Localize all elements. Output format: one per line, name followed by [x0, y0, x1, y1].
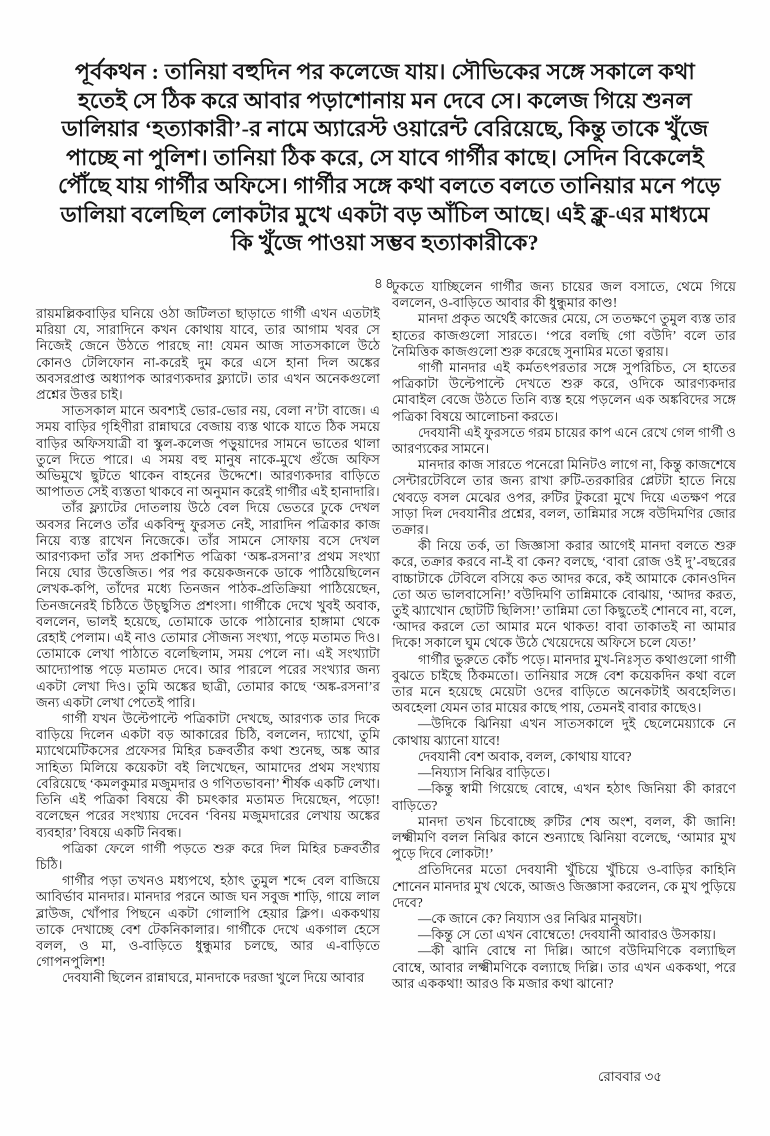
paragraph: গার্গী মানদার এই কর্মতৎপরতার সঙ্গে সুপরিচিত, সে হাতের পত্রিকাটা উল্টেপাল্টে দেখতে শুরু করে, ওদিকে আরণ্যকদার মোবাইল বেজে উঠতে তিনি ব্যস্ত হয়ে পড়লেন এক অঙ্কবিদের সঙ্গে পত্রিকা বিষয়ে আলোচনা করতে।	[392, 360, 736, 424]
paragraph: গার্গীর পড়া তখনও মধ্যপথে, হঠাৎ তুমুল শব্দে বেল বাজিয়ে আবির্ভাব মানদার। মানদার পরনে আজ ঘন সবুজ শাড়ি, গায়ে লাল ব্লাউজ, খোঁপার পিছনে একটা গোলাপি হেয়ার ক্লিপ। এককথায় তাকে দেখাচ্ছে বেশ টেকনিকালার। গার্গীকে দেখে একগাল হেসে বলল, ও মা, ও-বাড়িতে ধুন্ধুমার চলছে, আর এ-বাড়িতে গোপনপুলিশ!	[36, 873, 380, 970]
intro-line: কি খুঁজে পাওয়া সম্ভব হত্যাকারীকে?	[231, 230, 539, 255]
paragraph: তাঁর ফ্ল্যাটের দোতলায় উঠে বেল দিয়ে ভেতরে ঢুকে দেখল অবসর নিলেও তাঁর একবিন্দু ফুরসত নেই, সারাদিন পত্রিকার কাজ নিয়ে ব্যস্ত রাখেন নিজেকে। তাঁর সামনে সোফায় বসে দেখল আরণ্যকদা তাঁর সদ্য প্রকাশিত পত্রিকা ‘অঙ্ক-রসনা’র প্রথম সংখ্যা নিয়ে ঘোর উত্তেজিত। পর পর কয়েকজনকে ডাকে পাঠিয়েছিলেন লেখক-কপি, তাঁদের মধ্যে তিনজন পাঠক-প্রতিক্রিয়া পাঠিয়েছেন, তিনজনেরই চিঠিতে উচ্ছ্বসিত প্রশংসা। গার্গীকে দেখে খুবই অবাক, বললেন, ভালই হয়েছে, তোমাকে ডাকে পাঠানোর হাঙ্গামা থেকে রেহাই পেলাম। এই নাও তোমার সৌজন্য সংখ্যা, পড়ে মতামত দিও। তোমাকে লেখা পাঠাতে বলেছিলাম, সময় পেলে না। এই সংখ্যাটা আদ্যোপান্ত পড়ে মতামত দেবে। আর পারলে পরের সংখ্যার জন্য একটা লেখা দিও। তুমি অঙ্কের ছাত্রী, তোমার কাছে ‘অঙ্ক-রসনা’র জন্য একটা লেখা পেতেই পারি।	[36, 500, 380, 710]
paragraph: কী নিয়ে তর্ক, তা জিজ্ঞাসা করার আগেই মানদা বলতে শুরু করে, তক্রার করবে না-ই বা কেন? বলছে, ‘বাবা রোজ ওই দু’-বছরের বাচ্চাটাকে টেবিলে বসিয়ে কত আদর করে, কই আমাকে কোনওদিন তো অত ভালবাসেনি!’ বউদিমণি তান্নিমাকে বোঝায়, ‘আদর করত, তুই ঝ্যাখোন ছোটটি ছিলিস!’ তান্নিমা তো কিছুতেই শোনবে না, বলে, ‘আদর করলে তো আমার মনে থাকত! বাবা তাকাতই না আমার দিকে! সকালে ঘুম থেকে উঠে খেয়েদেয়ে অফিসে চলে যেত!’	[392, 538, 736, 651]
paragraph: —কিন্তু স্বামী গিয়েছে বোম্বে, এখন হঠাৎ জিনিয়া কী কারণে বাড়িতে?	[392, 781, 736, 813]
intro-line: পাচ্ছে না পুলিশ। তানিয়া ঠিক করে, সে যাবে গার্গীর কাছে। সেদিন বিকেলেই	[66, 144, 704, 170]
text-column-right	[392, 279, 736, 1069]
paragraph: ঢুকতে যাচ্ছিলেন গার্গীর জন্য চায়ের জল বসাতে, থেমে গিয়ে বললেন, ও-বাড়িতে আবার কী ধুন্ধুমার কাণ্ড!	[392, 279, 736, 311]
page-number: ৪৪	[373, 277, 397, 292]
paragraph: মানদা প্রকৃত অর্থেই কাজের মেয়ে, সে ততক্ষণে তুমুল ব্যস্ত তার হাতের কাজগুলো সারতে। ‘পরে বলছি গো বউদি’ বলে তার নৈমিত্তিক কাজগুলো শুরু করেছে সুনামির মতো ত্বরায়।	[392, 311, 736, 359]
intro-line: ডালিয়া বলেছিল লোকটার মুখে একটা বড় আঁচিল আছে। এই ক্লু-এর মাধ্যমে	[60, 201, 710, 227]
paragraph: —কে জানে কে? নিয্যাস ওর নিঝির মানুষটা।	[418, 910, 642, 926]
paragraph: মানদা তখন চিবোচ্ছে রুটির শেষ অংশ, বলল, কী জানি! লক্ষ্মীমণি বলল নিঝির কানে শুন্যাছে ঝিনিয়া বলেছে, ‘আমার মুখ পুড়ে দিবে লোকটা!’	[392, 813, 736, 862]
paragraph: মানদার কাজ সারতে পনেরো মিনিটও লাগে না, কিন্তু কাজশেষে সেন্টারটেবিলে তার জন্য রাখা রুটি-তরকারির প্লেটটা হাতে নিয়ে থেবড়ে বসল মেঝের ওপর, রুটির টুকরো মুখে দিয়ে এতক্ষণ পরে সাড়া দিল দেবযানীর প্রশ্নের, বলল, তান্নিমার সঙ্গে বউদিমণির জোর তক্রার।	[392, 457, 736, 538]
text-column-left	[36, 306, 380, 1076]
paragraph: পত্রিকা ফেলে গার্গী পড়তে শুরু করে দিল মিহির চক্রবর্তীর চিঠি।	[36, 840, 380, 872]
intro-line: পৌঁছে যায় গার্গীর অফিসে। গার্গীর সঙ্গে কথা বলতে বলতে তানিয়ার মনে পড়ে	[58, 173, 721, 198]
paragraph: দেবযানী ছিলেন রান্নাঘরে, মানদাকে দরজা খুলে দিয়ে আবার	[62, 970, 365, 986]
paragraph: প্রতিদিনের মতো দেবযানী খুঁচিয়ে খুঁচিয়ে ও-বাড়ির কাহিনি শোনেন মানদার মুখ থেকে, আজও জিজ্ঞাসা করলেন, কে মুখ পুড়িয়ে দেবে?	[392, 862, 736, 910]
paragraph: রায়মল্লিকবাড়ির ঘনিয়ে ওঠা জটিলতা ছাড়াতে গার্গী এখন এতটাই মরিয়া যে, সারাদিনে কখন কোথায় যাবে, তার আগাম খবর সে নিজেই জেনে উঠতে পারছে না! যেমন আজ সাতসকালে উঠে কোনও টেলিফোন না-করেই দুম করে এসে হানা দিল অঙ্কের অবসরপ্রাপ্ত অধ্যাপক আরণ্যকদার ফ্ল্যাটে। তার এখন অনেকগুলো প্রশ্নের উত্তর চাই।	[36, 306, 380, 403]
paragraph: —কী ঝানি বোম্বে না দিল্লি। আগে বউদিমণিকে বল্যাছিল বোম্বে, আবার লক্ষ্মীমণিকে বল্যাছে দিল্লি। তার এখন এককথা, পরে আর এককথা! আরও কি মজার কথা ঝানো?	[392, 943, 736, 991]
intro-paragraph	[58, 58, 721, 258]
intro-line: হতেই সে ঠিক করে আবার পড়াশোনায় মন দেবে সে। কলেজ গিয়ে শুনল	[78, 87, 692, 113]
paragraph: —উদিকে ঝিনিয়া এখন সাতসকালে দুই ছেলেমেয়্যাকে নে কোথায় ঝ্যানো যাবে!	[392, 716, 736, 748]
paragraph: —কিন্তু সে তো এখন বোম্বেতে! দেবযানী আবারও উসকায়।	[418, 927, 716, 943]
intro-line: ডালিয়ার ‘হত্যাকারী’-র নামে অ্যারেস্ট ওয়ারেন্ট বেরিয়েছে, কিন্তু তাকে খুঁজে	[61, 116, 709, 141]
paragraph: গার্গী যখন উল্টেপাল্টে পত্রিকাটা দেখছে, আরণ্যক তার দিকে বাড়িয়ে দিলেন একটা বড় আকারের চিঠি, বললেন, দ্যাখো, তুমি ম্যাথেমেটিকসের প্রফেসর মিহির চক্রবর্তীর কথা শুনেছ, অঙ্ক আর সাহিত্য মিলিয়ে কয়েকটা বই লিখেছেন, আমাদের প্রথম সংখ্যায় বেরিয়েছে ‘কমলকুমার মজুমদার ও গণিতভাবনা’ শীর্ষক একটি লেখা। তিনি এই পত্রিকা বিষয়ে কী চমৎকার মতামত দিয়েছেন, পড়ো! বলেছেন পরের সংখ্যায় দেবেন ‘বিনয় মজুমদারের লেখায় অঙ্কের ব্যবহার’ বিষয়ে একটি নিবন্ধ।	[36, 711, 380, 840]
paragraph: দেবযানী এই ফুরসতে গরম চায়ের কাপ এনে রেখে গেল গার্গী ও আরণ্যকের সামনে।	[392, 424, 737, 457]
intro-line: পূর্বকথন : তানিয়া বহুদিন পর কলেজে যায়। সৌভিকের সঙ্গে সকালে কথা	[75, 59, 695, 84]
footer-page-label: রোববার ৩৫	[597, 1069, 662, 1084]
paragraph: গার্গীর ভুরুতে কোঁচ পড়ে। মানদার মুখ-নিঃসৃত কথাগুলো গার্গী বুঝতে চাইছে ঠিকমতো। তানিয়ার সঙ্গে বেশ কয়েকদিন কথা বলে তার মনে হয়েছে মেয়েটা ওদের বাড়িতে অনেকটাই অবহেলিত। অবহেলা যেমন তার মায়ের কাছে পায়, তেমনই বাবার কাছেও।	[392, 651, 736, 716]
paragraph: দেবযানী বেশ অবাক, বলল, কোথায় যাবে?	[418, 748, 632, 764]
paragraph: সাতসকাল মানে অবশ্যই ভোর-ভোর নয়, বেলা ন’টা বাজে। এ সময় বাড়ির গৃহিণীরা রান্নাঘরে বেজায় ব্যস্ত থাকে যাতে ঠিক সময়ে বাড়ির অফিসযাত্রী বা স্কুল-কলেজ পড়ুয়াদের সামনে ভাতের থালা তুলে দিতে পারে। এ সময় বহু মানুষ নাকে-মুখে গুঁজে অফিস অভিমুখে ছুটতে থাকেন বাহনের উদ্দেশে। আরণ্যকদার বাড়িতে আপাতত সেই ব্যস্ততা থাকবে না অনুমান করেই গার্গীর এই হানাদারি।	[36, 403, 380, 500]
paragraph: —নিয্যাস নিঝির বাড়িতে।	[418, 765, 551, 781]
